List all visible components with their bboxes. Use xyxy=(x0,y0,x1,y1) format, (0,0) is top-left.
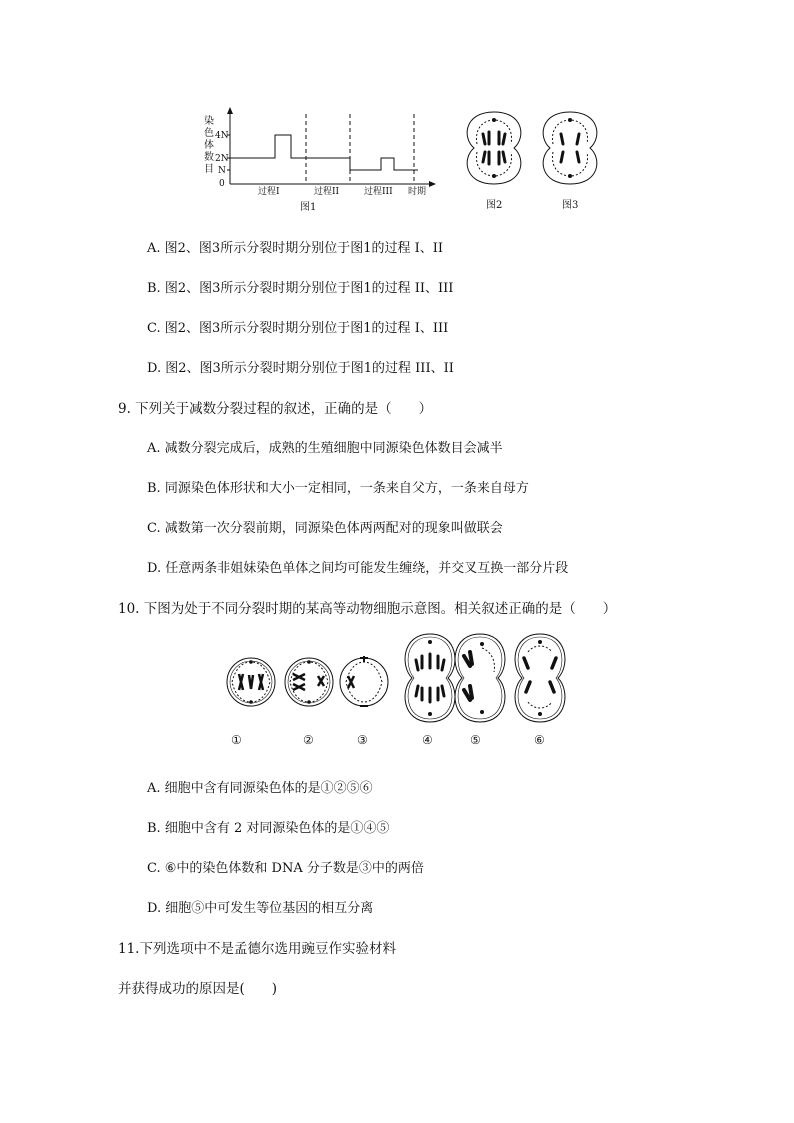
y-tick-label: 4N xyxy=(215,131,229,141)
y-axis-label-char: 染 xyxy=(204,116,214,127)
cell-label: ③ xyxy=(357,733,368,747)
q11-stem-line1: 11.下列选项中不是孟德尔选用豌豆作实验材料 xyxy=(118,941,396,957)
y-axis-arrow xyxy=(227,107,233,114)
cell-1 xyxy=(227,658,275,706)
y-axis-label-char: 色 xyxy=(204,128,214,139)
cell-3 xyxy=(340,656,388,706)
x-label: 时期 xyxy=(408,187,427,197)
cell-6 xyxy=(515,634,565,722)
q10-cells-figure xyxy=(220,632,580,750)
cell-5 xyxy=(455,634,505,722)
q10-stem: 10. 下图为处于不同分裂时期的某高等动物细胞示意图。相关叙述正确的是（ ） xyxy=(118,601,617,617)
y-axis-label-char: 目 xyxy=(204,164,214,175)
q10-option-d: D. 细胞⑤中可发生等位基因的相互分离 xyxy=(147,901,374,916)
q10-option-b: B. 细胞中含有 2 对同源染色体的是①④⑤ xyxy=(147,821,390,836)
figure-1-svg xyxy=(196,104,446,216)
q9-stem: 9. 下列关于减数分裂过程的叙述，正确的是（ ） xyxy=(118,401,433,417)
q8-option-c: C. 图2、图3所示分裂时期分别位于图1的过程 I、III xyxy=(147,321,449,336)
q9-option-d: D. 任意两条非姐妹染色单体之间均可能发生缠绕，并交叉互换一部分片段 xyxy=(147,561,569,576)
figure-2-caption: 图2 xyxy=(486,200,503,211)
figure-2-cell xyxy=(467,112,521,184)
q10-option-c: C. ⑥中的染色体数和 DNA 分子数是③中的两倍 xyxy=(147,861,424,876)
q11-stem-line2: 并获得成功的原因是( ) xyxy=(118,981,278,997)
q8-option-b: B. 图2、图3所示分裂时期分别位于图1的过程 II、III xyxy=(147,281,454,296)
y-tick-label: 0 xyxy=(219,179,225,189)
figures-2-3-svg xyxy=(462,108,612,214)
cell-2 xyxy=(285,658,333,706)
x-label: 过程III xyxy=(364,187,393,197)
q8-option-a: A. 图2、图3所示分裂时期分别位于图1的过程 I、II xyxy=(147,241,444,256)
x-label: 过程II xyxy=(314,187,340,197)
q10-option-a: A. 细胞中含有同源染色体的是①②⑤⑥ xyxy=(147,781,373,796)
figure-3-caption: 图3 xyxy=(562,200,579,211)
y-tick-label: N xyxy=(218,166,226,176)
figure-1 xyxy=(196,104,446,216)
figure-caption: 图1 xyxy=(300,202,317,213)
y-tick-label: 2N xyxy=(215,154,229,164)
cell-4 xyxy=(405,634,455,722)
chromosome-number-line xyxy=(230,135,418,170)
x-axis-arrow xyxy=(429,181,436,187)
figure-3-cell xyxy=(543,112,597,184)
x-label: 过程I xyxy=(258,187,280,197)
q9-option-b: B. 同源染色体形状和大小一定相同，一条来自父方，一条来自母方 xyxy=(147,481,529,496)
cell-label: ① xyxy=(231,733,242,747)
figures-2-3 xyxy=(462,108,612,214)
y-axis-label-char: 数 xyxy=(204,152,214,163)
cell-label: ⑥ xyxy=(534,733,545,747)
cell-label: ⑤ xyxy=(470,733,481,747)
cell-label: ④ xyxy=(422,733,433,747)
y-axis-label-char: 体 xyxy=(204,140,214,151)
q9-option-a: A. 减数分裂完成后，成熟的生殖细胞中同源染色体数目会减半 xyxy=(147,441,503,456)
q9-option-c: C. 减数第一次分裂前期，同源染色体两两配对的现象叫做联会 xyxy=(147,521,503,536)
q8-option-d: D. 图2、图3所示分裂时期分别位于图1的过程 III、II xyxy=(147,361,454,376)
q10-cells-svg xyxy=(220,632,580,750)
cell-label: ② xyxy=(303,733,314,747)
